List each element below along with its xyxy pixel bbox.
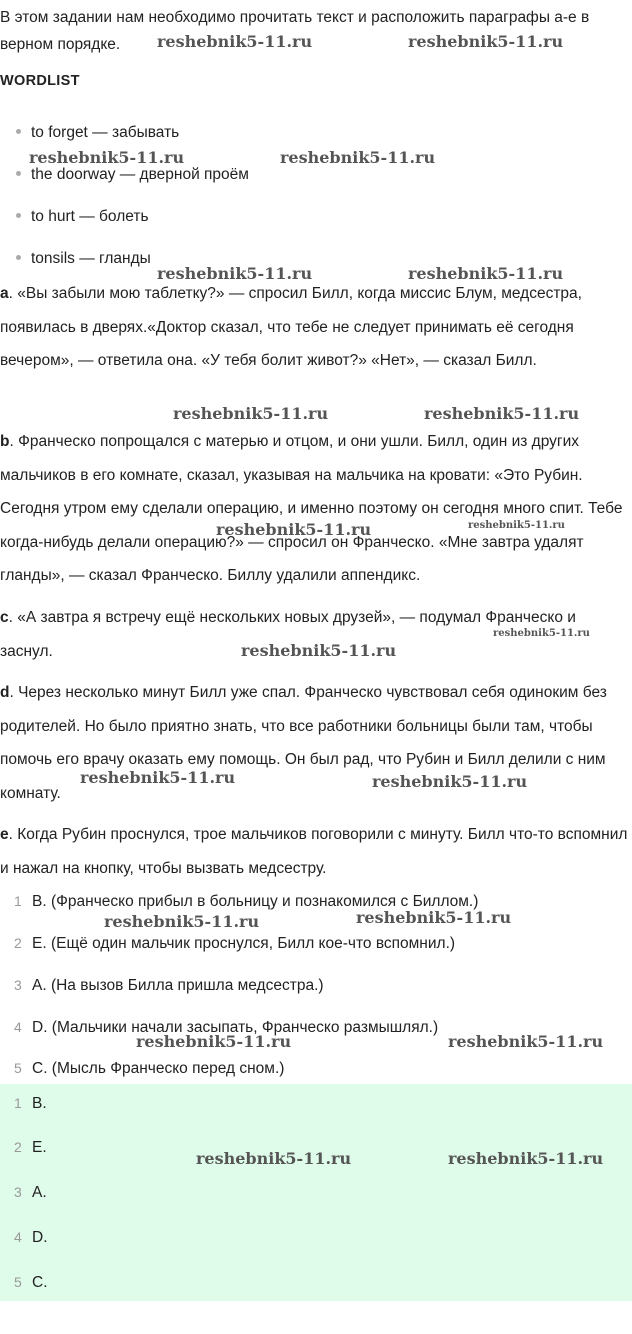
watermark: reshebnik5-11.ru <box>468 520 565 531</box>
watermark: reshebnik5-11.ru <box>157 32 313 51</box>
watermark: reshebnik5-11.ru <box>80 768 236 787</box>
bullet-icon <box>16 213 21 218</box>
watermark: reshebnik5-11.ru <box>157 264 313 283</box>
watermark: reshebnik5-11.ru <box>424 404 580 423</box>
wordlist-item: to forget — забывать <box>16 124 179 142</box>
answer-item: 5 C. <box>14 1274 48 1291</box>
wordlist-heading: WORDLIST <box>0 73 80 89</box>
watermark: reshebnik5-11.ru <box>493 628 590 639</box>
paragraph-e: e. Когда Рубин проснулся, трое мальчиков поговорили с минуту. Билл что-то вспомнил и нажал на кнопку, чтобы вызвать медсестру. <box>0 826 628 877</box>
paragraph-c: c. «А завтра я встречу ещё нескольких новых друзей», — подумал Франческо и заснул. <box>0 609 576 660</box>
answer-item: 3 A. <box>14 1184 47 1201</box>
watermark: reshebnik5-11.ru <box>196 1149 352 1168</box>
wordlist-item: the doorway — дверной проём <box>16 166 249 184</box>
watermark: reshebnik5-11.ru <box>372 772 528 791</box>
order-item: 4 D. (Мальчики начали засыпать, Франческо размышлял.) <box>14 1019 439 1036</box>
order-item: 2 E. (Ещё один мальчик проснулся, Билл кое-что вспомнил.) <box>14 935 456 952</box>
wordlist-item: to hurt — болеть <box>16 208 149 226</box>
order-item: 3 A. (На вызов Билла пришла медсестра.) <box>14 977 324 994</box>
watermark: reshebnik5-11.ru <box>241 641 397 660</box>
paragraph-b: b. Франческо попрощался с матерью и отцом, и они ушли. Билл, один из других мальчиков в его комнате, сказал, указывая на мальчика на кровати: «Это Рубин. Сегодня утром ему сделали операцию, и именно поэтому он сегодня много спит. Тебе когда-нибудь делали операцию?» — спросил он Франческо. «Мне завтра удалят гланды», — сказал Франческо. Биллу удалили аппендикс. <box>0 433 623 585</box>
watermark: reshebnik5-11.ru <box>448 1032 604 1051</box>
watermark: reshebnik5-11.ru <box>29 148 185 167</box>
bullet-icon <box>16 255 21 260</box>
watermark: reshebnik5-11.ru <box>136 1032 292 1051</box>
wordlist-item: tonsils — гланды <box>16 250 151 268</box>
watermark: reshebnik5-11.ru <box>356 908 512 927</box>
watermark: reshebnik5-11.ru <box>173 404 329 423</box>
order-item: 1 B. (Франческо прибыл в больницу и познакомился с Биллом.) <box>14 893 479 910</box>
watermark: reshebnik5-11.ru <box>448 1149 604 1168</box>
answer-item: 4 D. <box>14 1229 48 1246</box>
paragraph-d: d. Через несколько минут Билл уже спал. Франческо чувствовал себя одиноким без родителей. Но было приятно знать, что все работники больницы были там, чтобы помочь его врачу оказать ему помощь. Он был рад, что Рубин и Билл делили с ним комнату. <box>0 684 607 802</box>
intro-text: В этом задании нам необходимо прочитать текст и расположить параграфы а-е в верном порядке. <box>0 9 590 53</box>
watermark: reshebnik5-11.ru <box>104 912 260 931</box>
watermark: reshebnik5-11.ru <box>408 264 564 283</box>
answer-item: 2 E. <box>14 1139 47 1156</box>
watermark: reshebnik5-11.ru <box>216 520 372 539</box>
order-item: 5 C. (Мысль Франческо перед сном.) <box>14 1060 285 1077</box>
answer-box <box>0 1084 632 1301</box>
watermark: reshebnik5-11.ru <box>280 148 436 167</box>
paragraph-a: a. «Вы забыли мою таблетку?» — спросил Билл, когда миссис Блум, медсестра, появилась в дверях.«Доктор сказал, что тебе не следует принимать её сегодня вечером», — ответила она. «У тебя болит живот?» «Нет», — сказал Билл. <box>0 285 582 370</box>
bullet-icon <box>16 171 21 176</box>
watermark: reshebnik5-11.ru <box>408 32 564 51</box>
answer-item: 1 B. <box>14 1095 47 1112</box>
bullet-icon <box>16 129 21 134</box>
